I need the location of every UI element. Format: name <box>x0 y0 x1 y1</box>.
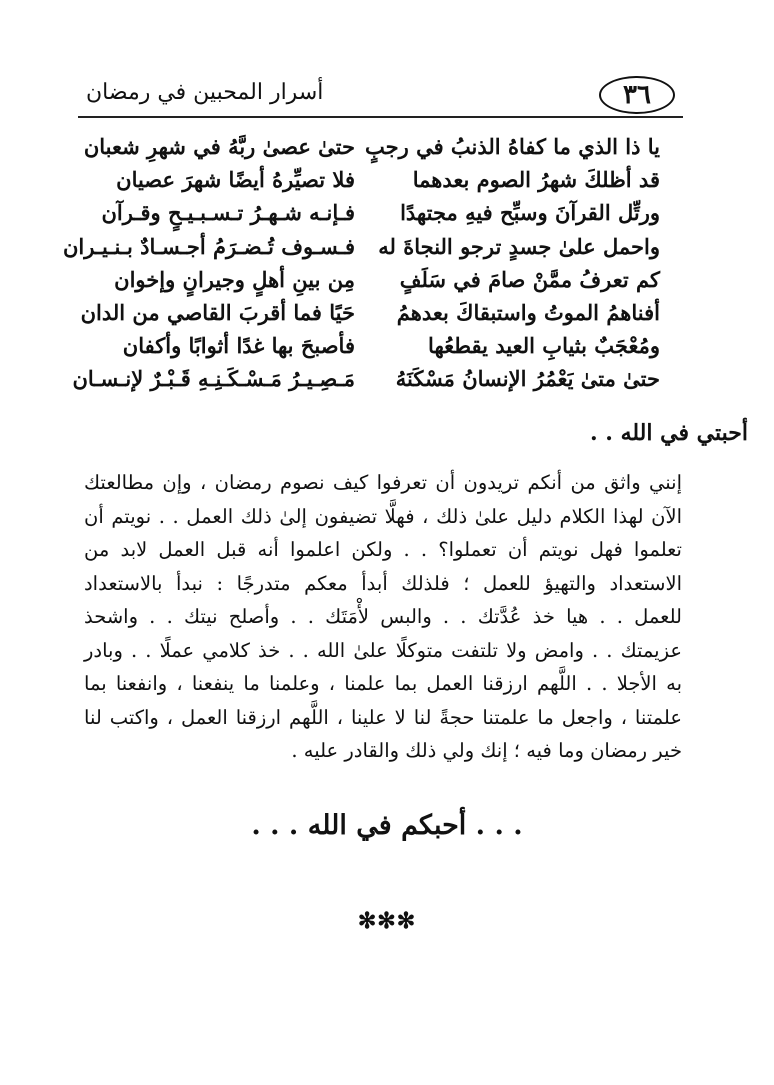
poem-verse <box>100 163 660 196</box>
paragraph-line: للعمل . . هيا خذ عُدَّتك . . والبس لأْمَتَك . . وأصلح نيتك . . واشحذ <box>84 605 682 628</box>
verse-second-hemistich: فـسـوف تُـضـرَمُ أجـسـادٌ بـنـيـران <box>62 233 355 259</box>
body-paragraph <box>84 466 682 768</box>
poem-verse <box>83 130 660 163</box>
verse-second-hemistich: مِن بينِ أهلٍ وجيرانٍ وإخوان <box>114 266 355 292</box>
verse-first-hemistich: حتىٰ متىٰ يَعْمُرُ الإنسانُ مَسْكَنَهُ <box>395 366 660 392</box>
verse-second-hemistich: فلا تصيِّرهُ أيضًا شهرَ عصيان <box>116 167 355 193</box>
paragraph-line: الآن لهذا الكلام دليل علىٰ ذلك ، فهلَّا تضيفون إلىٰ ذلك العمل . . نويتم أن <box>84 504 682 528</box>
poem-verse <box>62 230 660 263</box>
poem-closing-address: أحبتي في الله . . <box>589 420 748 446</box>
paragraph-line: تعلموا فهل نويتم أن تعملوا؟ . . ولكن اعلموا أنه قبل العمل لابد من <box>84 538 682 561</box>
verse-second-hemistich: حتىٰ عصىٰ ربَّهُ في شهرِ شعبان <box>83 134 355 159</box>
verse-second-hemistich: فـإنـه شـهـرُ تـسـبـيـحٍ وقـرآن <box>101 200 355 226</box>
paragraph-line: به الأجلا . . اللَّهم ارزقنا العمل بما علمنا ، وعلمنا ما ينفعنا ، وانفعنا بما <box>84 672 682 695</box>
poem-verse <box>100 329 660 362</box>
poem <box>62 130 660 396</box>
poem-verse <box>100 263 660 296</box>
paragraph-line: الاستعداد والتهيؤ للعمل ؛ فلذلك أبدأ معكم متدرجًا : نبدأ بالاستعداد <box>84 571 682 595</box>
verse-second-hemistich: فأصبحَ بها غدًا أثوابًا وأكفان <box>122 333 355 359</box>
poem-verse <box>100 196 660 229</box>
page-header <box>78 68 683 118</box>
verse-first-hemistich: أفناهمُ الموتُ واستبقاكَ بعدهمُ <box>396 299 660 325</box>
verse-second-hemistich: مَـصِـيـرُ مَـسْـكَـنِـهِ قَـبْـرٌ لإنـسـان <box>72 366 355 392</box>
poem-verse <box>72 362 660 395</box>
running-title: أسرار المحبين في رمضان <box>86 80 324 105</box>
paragraph-line: إنني واثق من أنكم تريدون أن تعرفوا كيف نصوم رمضان ، وإن مطالعتك <box>84 471 682 494</box>
verse-first-hemistich: يا ذا الذي ما كفاهُ الذنبُ في رجبٍ <box>365 134 660 159</box>
paragraph-line: خير رمضان وما فيه ؛ إنك ولي ذلك والقادر عليه . <box>291 739 682 762</box>
verse-second-hemistich: حَيًا فما أقربَ القاصي من الدان <box>80 299 355 325</box>
verse-first-hemistich: ورتِّل القرآنَ وسبِّح فيهِ مجتهدًا <box>400 200 660 226</box>
paragraph-line: علمتنا ، واجعل ما علمتنا حجةً لنا لا علينا ، اللَّهم ارزقنا العمل ، واكتب لنا <box>84 705 682 729</box>
verse-first-hemistich: قد أظلكَ شهرُ الصوم بعدهما <box>412 167 660 193</box>
verse-first-hemistich: كم تعرفُ ممَّنْ صامَ في سَلَفٍ <box>399 266 660 292</box>
closing-line: . . . أحبكم في الله . . . <box>251 810 523 841</box>
paragraph-line: عزيمتك . . وامض ولا تلتفت متوكلًا علىٰ الله . . خذ كلامي عملًا . . وبادر <box>84 638 682 662</box>
poem-verse <box>80 296 660 329</box>
section-separator-asterisks: ✻✻✻ <box>357 908 417 934</box>
verse-first-hemistich: ومُعْجَبٌ بثيابِ العيد يقطعُها <box>428 333 660 359</box>
verse-first-hemistich: واحمل علىٰ جسدٍ ترجو النجاةَ له <box>378 233 660 259</box>
page-number: ٣٦ <box>599 76 675 114</box>
